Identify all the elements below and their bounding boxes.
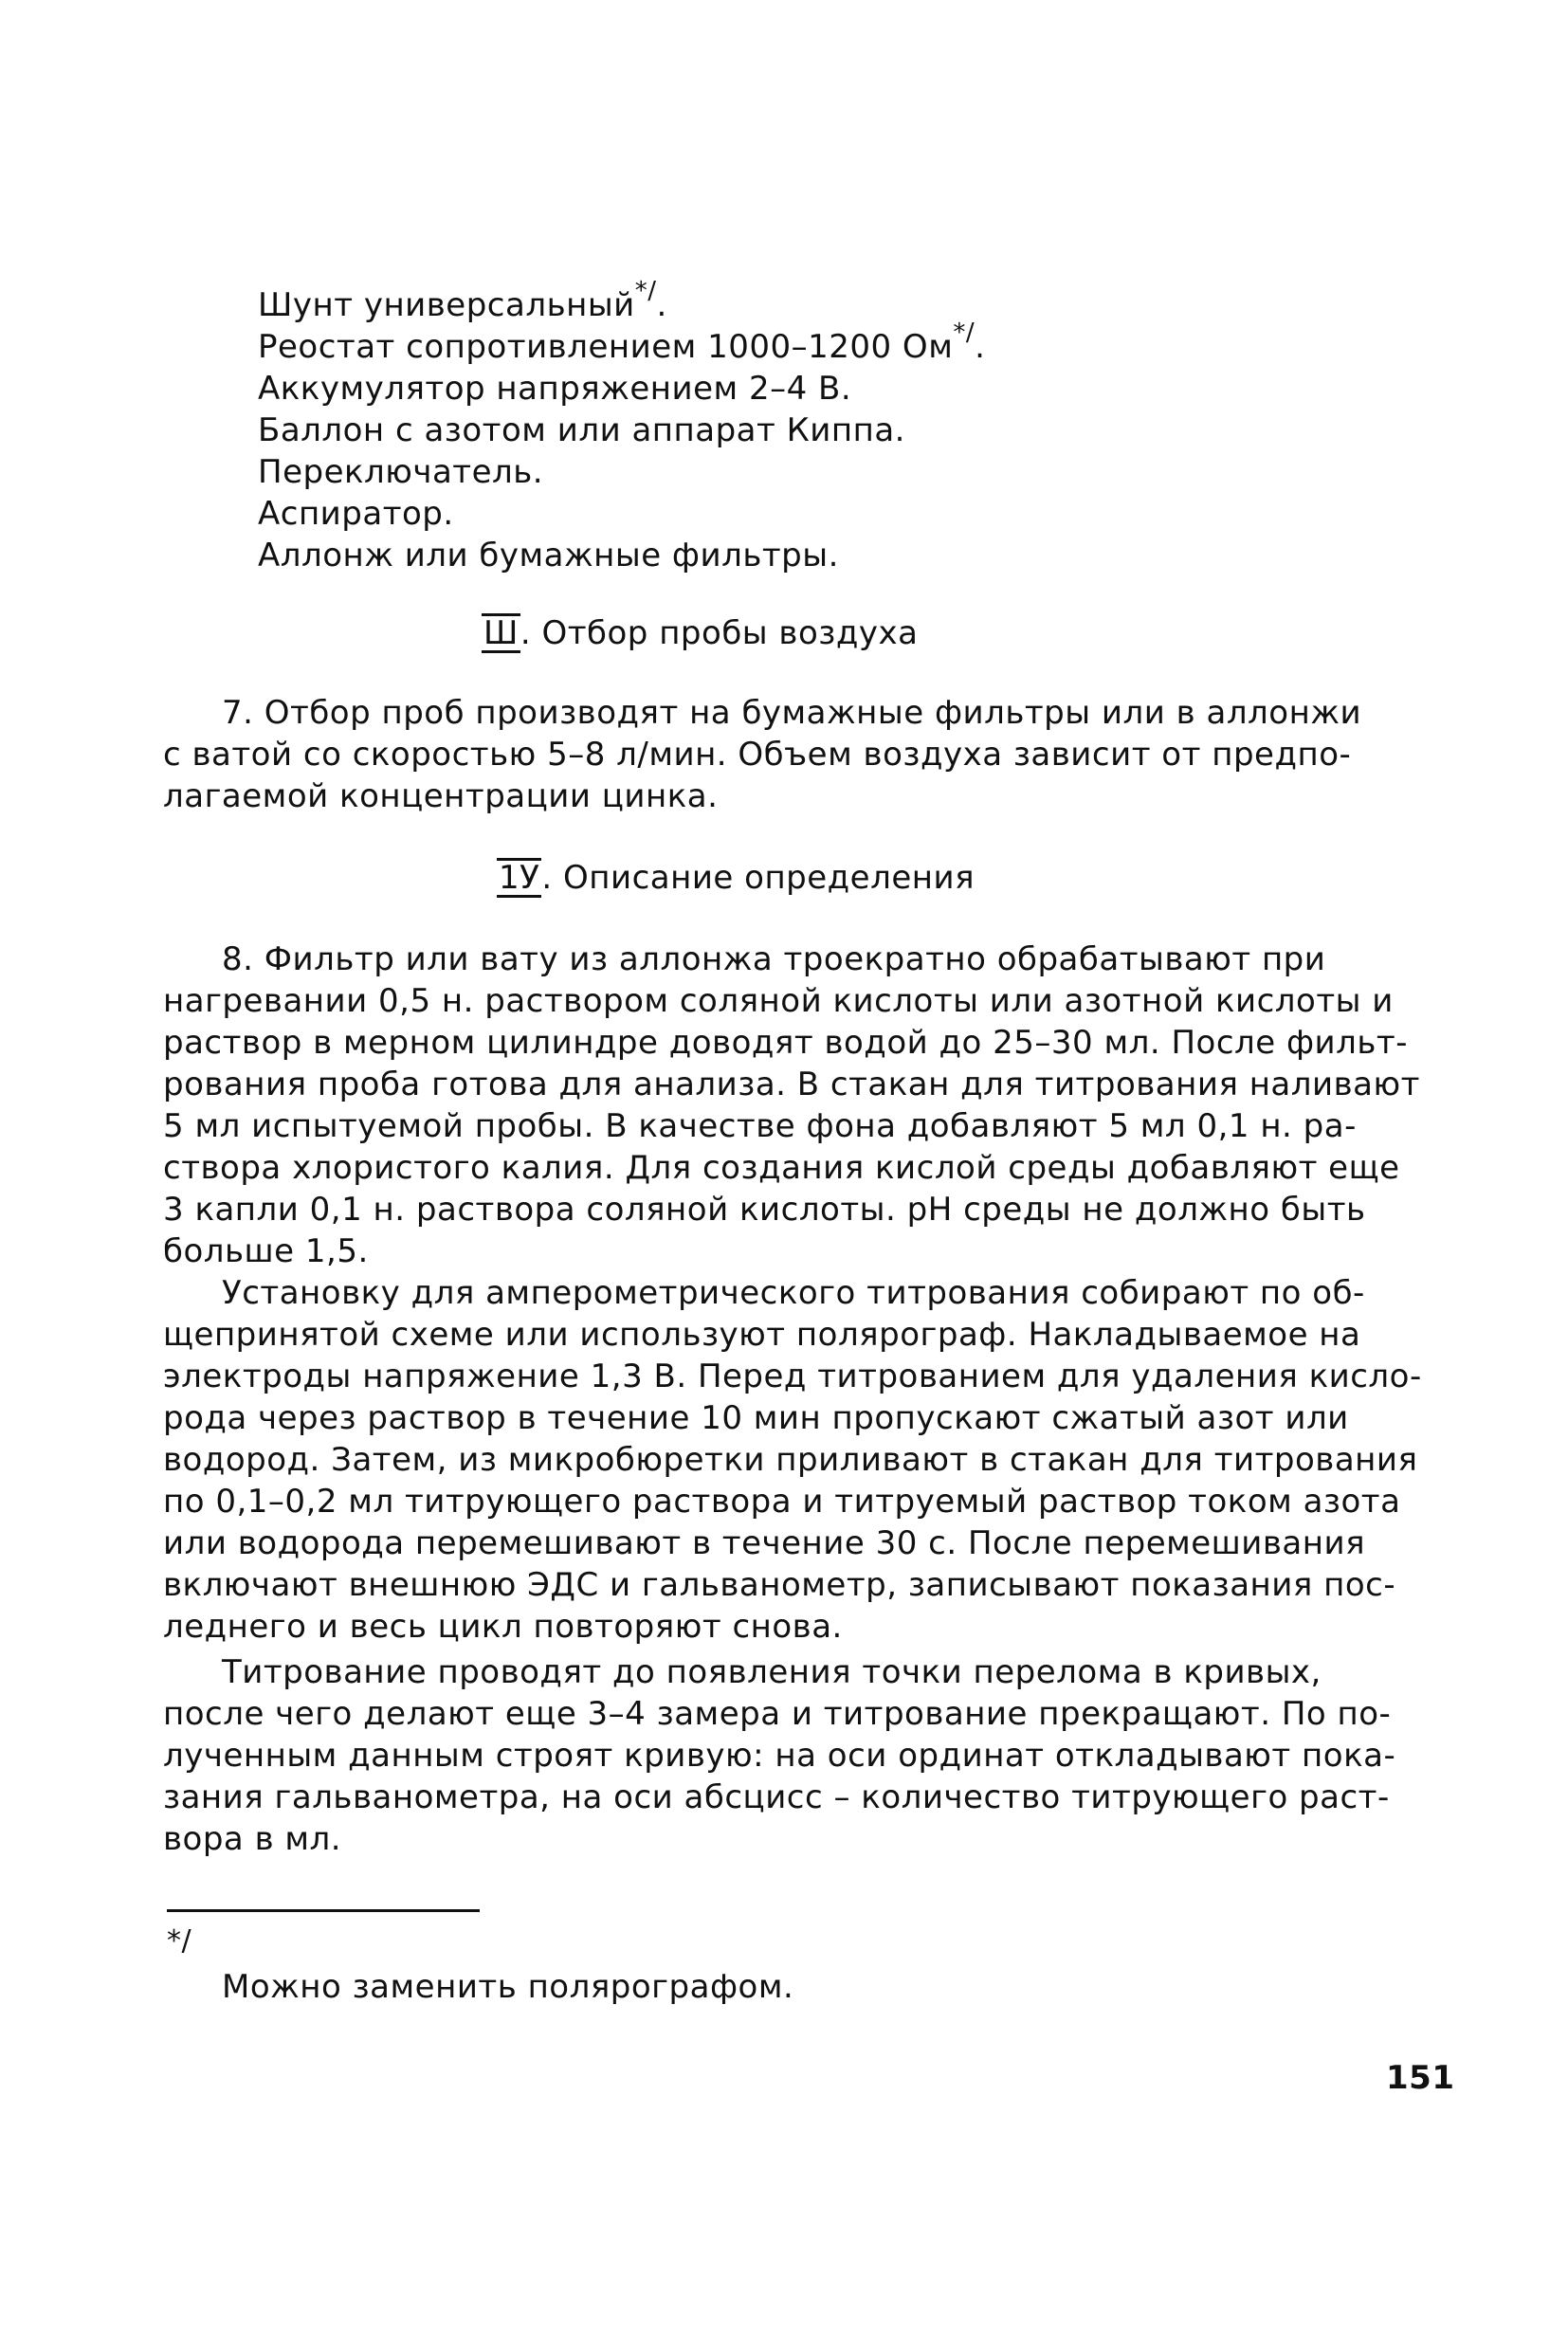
text-line: электроды напряжение 1,3 В. Перед титрованием для удаления кисло-: [163, 1358, 1422, 1395]
equipment-item-5: Аспиратор.: [258, 495, 454, 533]
section-heading-4: [497, 857, 975, 899]
text-line: створа хлористого калия. Для создания кислой среды добавляют еще: [163, 1149, 1400, 1187]
text-line: рода через раствор в течение 10 мин пропускают сжатый азот или: [163, 1399, 1349, 1437]
text-line: раствор в мерном цилиндре доводят водой до 25–30 мл. После фильт-: [163, 1024, 1408, 1062]
text-line: нагревании 0,5 н. раствором соляной кислоты или азотной кислоты и: [163, 982, 1394, 1020]
text-line: зания гальванометра, на оси абсцисс – количество титрующего раст-: [163, 1778, 1390, 1816]
text-line: 8. Фильтр или вату из аллонжа троекратно обрабатывают при: [222, 940, 1326, 978]
footnote-text: Можно заменить полярографом.: [222, 1968, 794, 2006]
text-line: 3 капли 0,1 н. раствора соляной кислоты. pH среды не должно быть: [163, 1191, 1366, 1229]
section-numeral: Ш: [483, 614, 519, 652]
text-line: включают внешнюю ЭДС и гальванометр, записывают показания пос-: [163, 1566, 1396, 1604]
text-line: рования проба готова для анализа. В стакан для титрования наливают: [163, 1066, 1420, 1103]
text-line: водород. Затем, из микробюретки приливают в стакан для титрования: [163, 1441, 1418, 1479]
equipment-item-0: Шунт универсальный*/.: [258, 277, 667, 324]
text-line: с ватой со скоростью 5–8 л/мин. Объем воздуха зависит от предпо-: [163, 736, 1352, 774]
section-heading-3: [482, 612, 918, 654]
text-line: по 0,1–0,2 мл титрующего раствора и титруемый раствор током азота: [163, 1483, 1401, 1521]
text-line: больше 1,5.: [163, 1232, 369, 1270]
section-title: . Описание определения: [541, 859, 975, 897]
footnote-mark: */: [167, 1924, 192, 1958]
footnote-rule: [167, 1909, 480, 1912]
text-line: 5 мл испытуемой пробы. В качестве фона добавляют 5 мл 0,1 н. ра-: [163, 1107, 1357, 1145]
text-line: лагаемой концентрации цинка.: [163, 777, 719, 815]
text-line: лученным данным строят кривую: на оси ординат откладывают пока-: [163, 1737, 1396, 1775]
text-line: вора в мл.: [163, 1820, 342, 1858]
text-line: щепринятой схеме или используют полярограф. Накладываемое на: [163, 1316, 1361, 1354]
text-line: после чего делают еще 3–4 замера и титрование прекращают. По по-: [163, 1695, 1392, 1733]
text-line: Установку для амперометрического титрования собирают по об-: [222, 1274, 1365, 1312]
text-line: леднего и весь цикл повторяют снова.: [163, 1608, 843, 1646]
equipment-item-6: Аллонж или бумажные фильтры.: [258, 537, 839, 574]
equipment-item-4: Переключатель.: [258, 453, 544, 491]
section-title: . Отбор пробы воздуха: [520, 614, 919, 652]
text-line: 7. Отбор проб производят на бумажные фильтры или в аллонжи: [222, 694, 1362, 732]
text-line: Титрование проводят до появления точки перелома в кривых,: [222, 1653, 1322, 1691]
text-line: или водорода перемешивают в течение 30 с. После перемешивания: [163, 1524, 1366, 1562]
equipment-item-1: Реостат сопротивлением 1000–1200 Ом*/.: [258, 319, 986, 366]
section-numeral: 1У: [499, 859, 540, 897]
page-number: 151: [1386, 2059, 1455, 2097]
equipment-item-2: Аккумулятор напряжением 2–4 В.: [258, 370, 852, 408]
equipment-item-3: Баллон с азотом или аппарат Киппа.: [258, 411, 905, 449]
